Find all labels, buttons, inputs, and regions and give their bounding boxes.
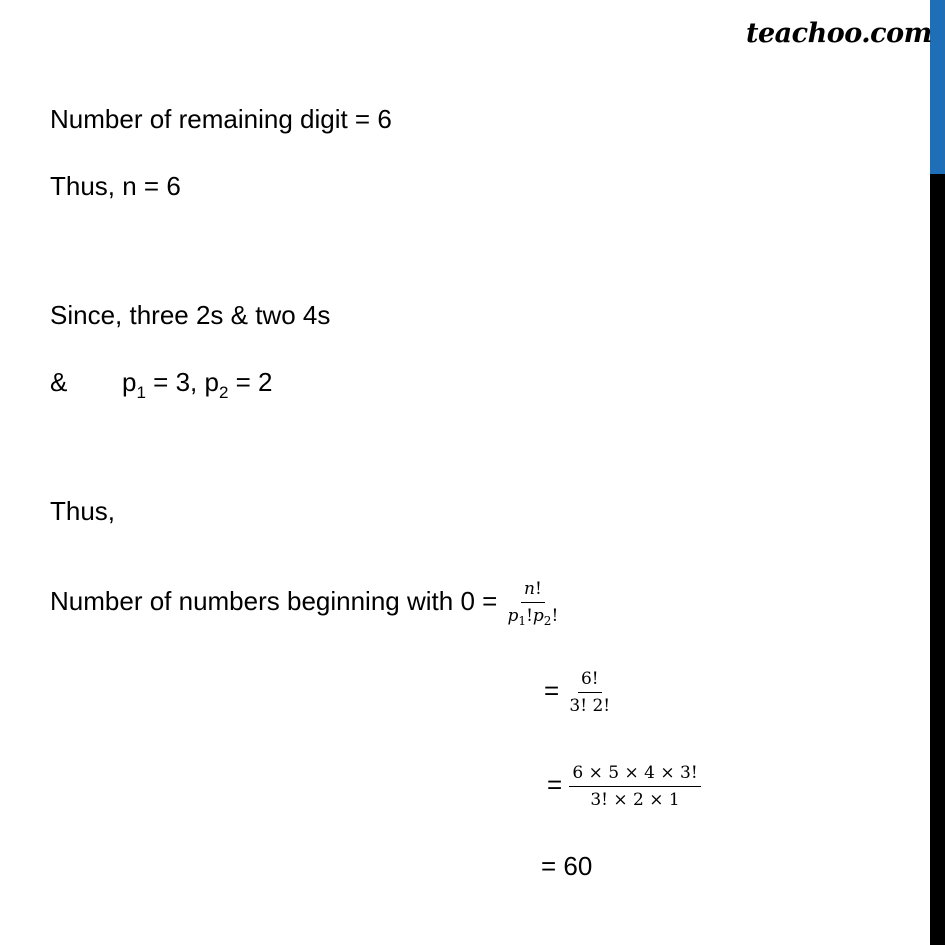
step2-numerator: 6!: [578, 668, 602, 693]
p1-letter: p: [122, 367, 137, 397]
step2-line: [544, 668, 613, 717]
thus-line: Thus,: [50, 496, 116, 526]
numbers-beginning-line: [50, 578, 561, 628]
result-line: = 60: [541, 851, 593, 881]
numbers-beginning-label: Number of numbers beginning with 0 =: [50, 585, 505, 616]
right-edge-bar-accent: [930, 0, 945, 174]
step2-denominator: 3! 2!: [569, 696, 611, 716]
p1-subscript: 1: [136, 383, 146, 402]
teachoo-logo: teachoo.com: [746, 18, 932, 49]
step2-fraction: [566, 668, 613, 717]
formula-numerator: n!: [521, 578, 545, 603]
p2-subscript: 2: [218, 383, 229, 402]
p2-value: = 2: [228, 367, 273, 397]
remaining-digit-line: Number of remaining digit = 6: [50, 104, 392, 134]
step3-fraction: [569, 762, 700, 811]
n-value-line: Thus, n = 6: [50, 171, 181, 201]
formula-denominator: $p_1!p_2$!: [507, 606, 559, 628]
step3-equals: =: [547, 769, 570, 800]
step3-numerator: 6 × 5 × 4 × 3!: [569, 762, 700, 787]
step3-line: [547, 762, 701, 811]
p-values-line: [50, 367, 273, 401]
p1-value: = 3, p: [145, 367, 219, 397]
step3-denominator: 3! × 2 × 1: [590, 790, 680, 810]
ampersand: &: [50, 367, 68, 397]
step2-equals: =: [544, 675, 567, 706]
formula-fraction-general: [505, 578, 562, 628]
since-line: Since, three 2s & two 4s: [50, 300, 331, 330]
